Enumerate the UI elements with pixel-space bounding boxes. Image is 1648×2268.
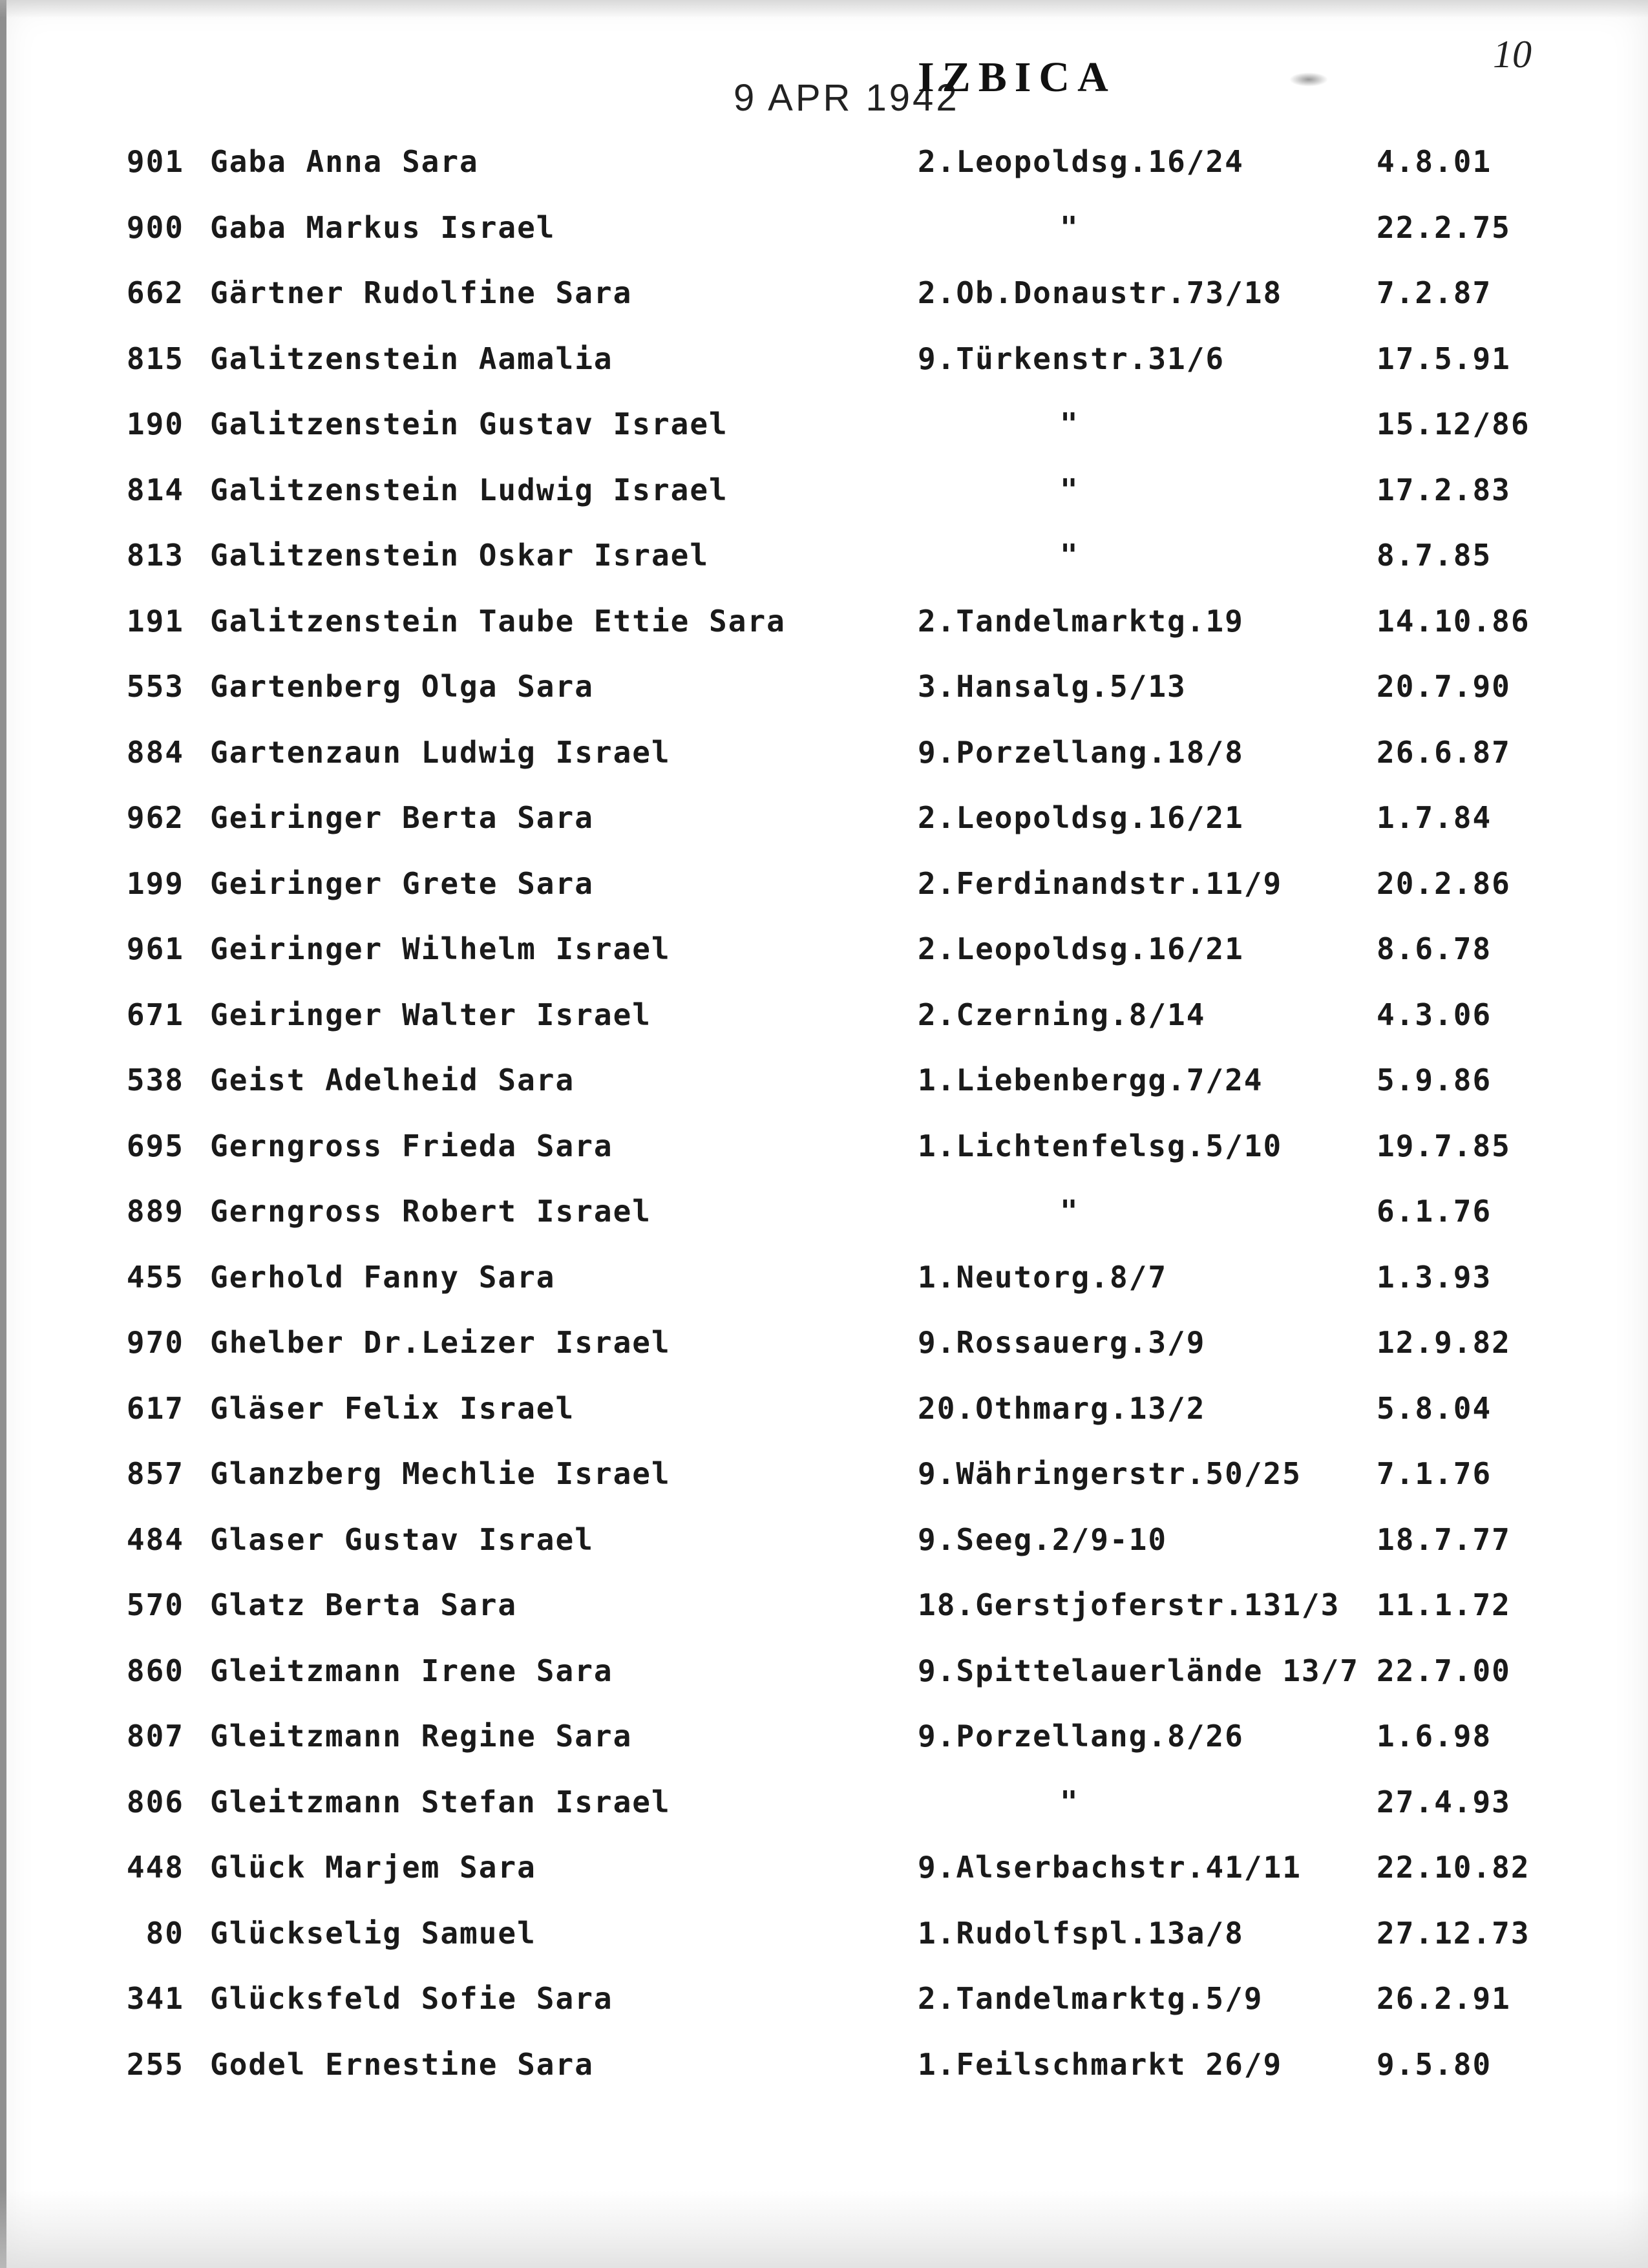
entry-birth-date: 1.6.98 <box>1377 1719 1492 1754</box>
entry-birth-date: 17.5.91 <box>1377 341 1511 376</box>
list-item <box>0 458 1648 522</box>
entry-name: Galitzenstein Ludwig Israel <box>210 472 728 507</box>
entry-address: 9.Porzellang.18/8 <box>918 735 1244 770</box>
entry-birth-date: 14.10.86 <box>1377 604 1530 639</box>
ink-smudge <box>1289 72 1328 87</box>
entry-birth-date: 19.7.85 <box>1377 1129 1511 1163</box>
entry-address: " <box>1060 407 1079 441</box>
entry-number: 806 <box>126 1785 184 1819</box>
entry-birth-date: 4.8.01 <box>1377 144 1492 179</box>
entry-birth-date: 7.2.87 <box>1377 275 1492 310</box>
entry-number: 255 <box>126 2047 184 2082</box>
entry-address: 2.Tandelmarktg.5/9 <box>918 1981 1263 2016</box>
entry-name: Gerngross Robert Israel <box>210 1194 651 1229</box>
entry-number: 190 <box>126 407 184 441</box>
entry-number: 857 <box>126 1456 184 1491</box>
list-item <box>0 1245 1648 1309</box>
list-item <box>0 589 1648 653</box>
entry-number: 671 <box>126 997 184 1032</box>
entry-address: 9.Alserbachstr.41/11 <box>918 1850 1302 1885</box>
entry-address: 2.Leopoldsg.16/21 <box>918 800 1244 835</box>
list-item <box>0 523 1648 588</box>
list-item <box>0 1441 1648 1506</box>
entry-number: 484 <box>126 1522 184 1557</box>
entry-address: 9.Seeg.2/9-10 <box>918 1522 1168 1557</box>
entry-address: 2.Ferdinandstr.11/9 <box>918 866 1283 901</box>
entry-address: 1.Lichtenfelsg.5/10 <box>918 1129 1283 1163</box>
list-item <box>0 917 1648 981</box>
list-item <box>0 1179 1648 1244</box>
entry-number: 570 <box>126 1587 184 1622</box>
entry-name: Geiringer Walter Israel <box>210 997 651 1032</box>
entry-number: 80 <box>145 1916 184 1951</box>
entry-number: 199 <box>126 866 184 901</box>
date-stamp: 9 APR 1942 <box>734 77 960 119</box>
list-item <box>0 1770 1648 1834</box>
entry-address: " <box>1060 1194 1079 1229</box>
entry-number: 191 <box>126 604 184 639</box>
entry-birth-date: 22.10.82 <box>1377 1850 1530 1885</box>
entry-name: Glücksfeld Sofie Sara <box>210 1981 613 2016</box>
entry-address: 3.Hansalg.5/13 <box>918 669 1187 704</box>
list-item <box>0 392 1648 456</box>
entry-name: Gaba Markus Israel <box>210 210 556 245</box>
list-item <box>0 1966 1648 2031</box>
entry-number: 889 <box>126 1194 184 1229</box>
entry-birth-date: 27.4.93 <box>1377 1785 1511 1819</box>
entry-birth-date: 1.7.84 <box>1377 800 1492 835</box>
entry-name: Geiringer Berta Sara <box>210 800 594 835</box>
list-item <box>0 1048 1648 1112</box>
entry-number: 341 <box>126 1981 184 2016</box>
entry-number: 448 <box>126 1850 184 1885</box>
entry-address: 9.Türkenstr.31/6 <box>918 341 1225 376</box>
list-item <box>0 1704 1648 1768</box>
list-item <box>0 654 1648 719</box>
list-item <box>0 1507 1648 1572</box>
entry-address: " <box>1060 210 1079 245</box>
list-item <box>0 1376 1648 1441</box>
entry-birth-date: 20.7.90 <box>1377 669 1511 704</box>
entry-name: Gleitzmann Stefan Israel <box>210 1785 671 1819</box>
entry-name: Galitzenstein Aamalia <box>210 341 613 376</box>
entry-address: 1.Feilschmarkt 26/9 <box>918 2047 1283 2082</box>
entry-birth-date: 17.2.83 <box>1377 472 1511 507</box>
scan-edge-bottom <box>0 2190 1648 2268</box>
entry-name: Gärtner Rudolfine Sara <box>210 275 633 310</box>
page-number: 10 <box>1493 33 1532 76</box>
list-item <box>0 195 1648 260</box>
entry-birth-date: 22.2.75 <box>1377 210 1511 245</box>
scan-edge-top <box>0 0 1648 18</box>
entry-name: Glückselig Samuel <box>210 1916 536 1951</box>
entry-name: Gleitzmann Regine Sara <box>210 1719 633 1754</box>
list-item <box>0 1573 1648 1637</box>
entry-name: Gerhold Fanny Sara <box>210 1260 556 1295</box>
entry-birth-date: 7.1.76 <box>1377 1456 1492 1491</box>
entry-name: Godel Ernestine Sara <box>210 2047 594 2082</box>
entry-birth-date: 6.1.76 <box>1377 1194 1492 1229</box>
entry-birth-date: 12.9.82 <box>1377 1325 1511 1360</box>
entry-birth-date: 8.7.85 <box>1377 538 1492 573</box>
entry-number: 815 <box>126 341 184 376</box>
list-item <box>0 260 1648 325</box>
entry-address: " <box>1060 538 1079 573</box>
entry-name: Ghelber Dr.Leizer Israel <box>210 1325 671 1360</box>
entry-number: 900 <box>126 210 184 245</box>
entry-birth-date: 5.8.04 <box>1377 1391 1492 1426</box>
list-item <box>0 785 1648 850</box>
entry-name: Geiringer Wilhelm Israel <box>210 931 671 966</box>
entry-address: 1.Rudolfspl.13a/8 <box>918 1916 1244 1951</box>
list-item <box>0 1114 1648 1178</box>
entry-number: 813 <box>126 538 184 573</box>
entry-name: Galitzenstein Taube Ettie Sara <box>210 604 786 639</box>
entry-name: Gleitzmann Irene Sara <box>210 1653 613 1688</box>
entry-address: 2.Ob.Donaustr.73/18 <box>918 275 1283 310</box>
entry-name: Geist Adelheid Sara <box>210 1063 575 1097</box>
entry-name: Galitzenstein Gustav Israel <box>210 407 728 441</box>
entry-number: 860 <box>126 1653 184 1688</box>
entry-number: 814 <box>126 472 184 507</box>
list-item <box>0 720 1648 785</box>
entry-number: 884 <box>126 735 184 770</box>
entry-name: Glaser Gustav Israel <box>210 1522 594 1557</box>
entry-birth-date: 8.6.78 <box>1377 931 1492 966</box>
entry-birth-date: 26.2.91 <box>1377 1981 1511 2016</box>
list-item <box>0 1835 1648 1900</box>
entry-name: Galitzenstein Oskar Israel <box>210 538 710 573</box>
entry-address: 18.Gerstjoferstr.131/3 <box>918 1587 1340 1622</box>
entry-birth-date: 22.7.00 <box>1377 1653 1511 1688</box>
entry-name: Geiringer Grete Sara <box>210 866 594 901</box>
list-item <box>0 851 1648 916</box>
entry-name: Glanzberg Mechlie Israel <box>210 1456 671 1491</box>
entry-number: 538 <box>126 1063 184 1097</box>
entry-number: 901 <box>126 144 184 179</box>
entry-name: Gerngross Frieda Sara <box>210 1129 613 1163</box>
entry-number: 455 <box>126 1260 184 1295</box>
list-item <box>0 2032 1648 2097</box>
list-item <box>0 1310 1648 1375</box>
entry-number: 662 <box>126 275 184 310</box>
entry-address: 2.Leopoldsg.16/21 <box>918 931 1244 966</box>
entry-address: 9.Porzellang.8/26 <box>918 1719 1244 1754</box>
entry-number: 807 <box>126 1719 184 1754</box>
entry-address: 2.Leopoldsg.16/24 <box>918 144 1244 179</box>
entry-birth-date: 1.3.93 <box>1377 1260 1492 1295</box>
entry-name: Gartenzaun Ludwig Israel <box>210 735 671 770</box>
entry-address: 1.Liebenbergg.7/24 <box>918 1063 1263 1097</box>
entry-address: 20.Othmarg.13/2 <box>918 1391 1206 1426</box>
entry-number: 695 <box>126 1129 184 1163</box>
entry-number: 962 <box>126 800 184 835</box>
entry-number: 553 <box>126 669 184 704</box>
entry-birth-date: 26.6.87 <box>1377 735 1511 770</box>
entry-name: Gläser Felix Israel <box>210 1391 575 1426</box>
entry-number: 970 <box>126 1325 184 1360</box>
list-item <box>0 1638 1648 1703</box>
entry-address: 1.Neutorg.8/7 <box>918 1260 1168 1295</box>
entry-address: 9.Rossauerg.3/9 <box>918 1325 1206 1360</box>
entry-address: 2.Tandelmarktg.19 <box>918 604 1244 639</box>
entry-birth-date: 11.1.72 <box>1377 1587 1511 1622</box>
list-item <box>0 1901 1648 1966</box>
entry-address: " <box>1060 472 1079 507</box>
entry-birth-date: 9.5.80 <box>1377 2047 1492 2082</box>
entry-name: Glück Marjem Sara <box>210 1850 536 1885</box>
entry-number: 961 <box>126 931 184 966</box>
document-title: IZBICA <box>918 54 1116 101</box>
list-item <box>0 129 1648 194</box>
entry-name: Glatz Berta Sara <box>210 1587 518 1622</box>
entry-birth-date: 27.12.73 <box>1377 1916 1530 1951</box>
entry-address: " <box>1060 1785 1079 1819</box>
entry-name: Gaba Anna Sara <box>210 144 479 179</box>
list-item <box>0 326 1648 391</box>
entry-address: 2.Czerning.8/14 <box>918 997 1206 1032</box>
entry-name: Gartenberg Olga Sara <box>210 669 594 704</box>
entry-address: 9.Währingerstr.50/25 <box>918 1456 1302 1491</box>
entry-birth-date: 18.7.77 <box>1377 1522 1511 1557</box>
entry-birth-date: 5.9.86 <box>1377 1063 1492 1097</box>
entry-birth-date: 15.12/86 <box>1377 407 1530 441</box>
entry-number: 617 <box>126 1391 184 1426</box>
entry-birth-date: 4.3.06 <box>1377 997 1492 1032</box>
list-item <box>0 982 1648 1047</box>
entry-birth-date: 20.2.86 <box>1377 866 1511 901</box>
entry-address: 9.Spittelauerlände 13/7 <box>918 1653 1359 1688</box>
